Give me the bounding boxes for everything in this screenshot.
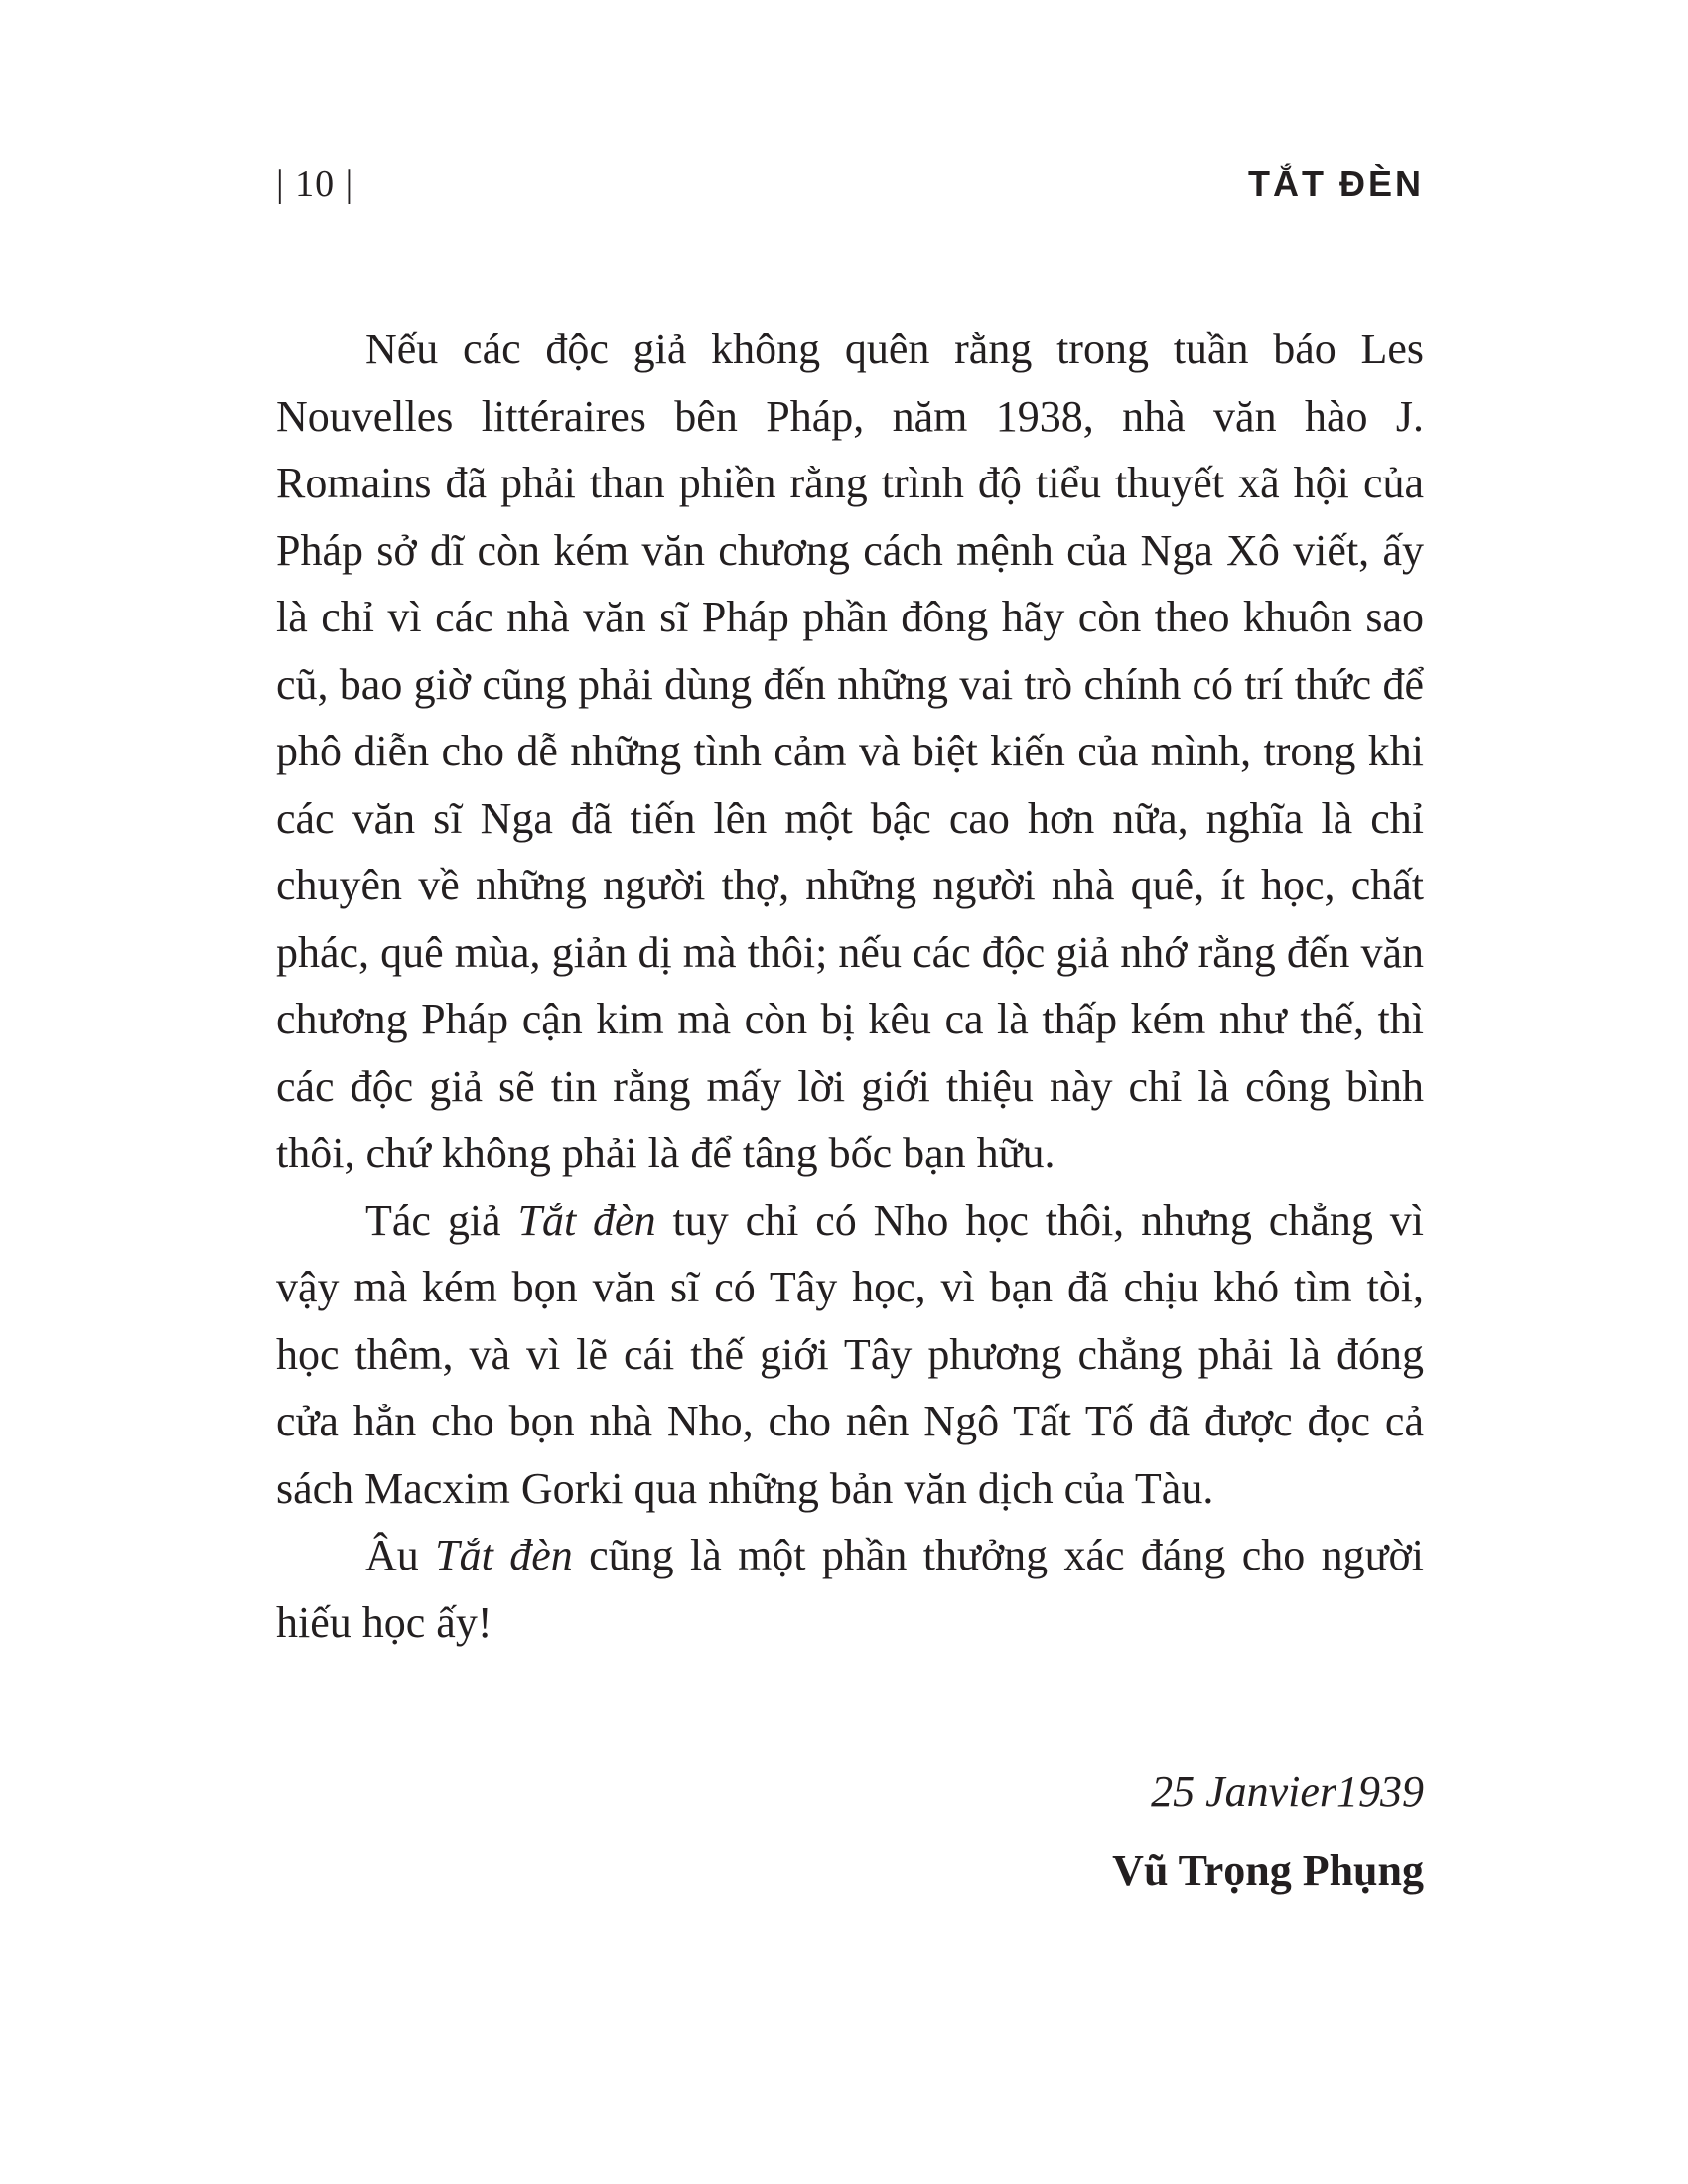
paragraph-2-text-end: tuy chỉ có Nho học thôi, nhưng chẳng vì vậy mà kém bọn văn sĩ có Tây học, vì bạn đã chịu khó tìm tòi, học thêm, và vì lẽ cái thế giới Tây phương chẳng phải là đóng cửa hẳn cho bọn nhà Nho, cho nên Ngô Tất Tố đã được đọc cả sách Macxim Gorki qua những bản văn dịch của Tàu.: [276, 1195, 1424, 1513]
body-text: [276, 316, 1424, 1656]
paragraph-2-text-start: Tác giả: [365, 1195, 518, 1245]
paragraph-2: [276, 1187, 1424, 1523]
paragraph-1: [276, 316, 1424, 1187]
book-title-italic: Tắt đèn: [517, 1195, 656, 1245]
paragraph-1-text: Nếu các độc giả không quên rằng trong tuần báo Les Nouvelles littéraires bên Pháp, năm 1938, nhà văn hào J. Romains đã phải than phiền rằng trình độ tiểu thuyết xã hội của Pháp sở dĩ còn kém văn chương cách mệnh của Nga Xô viết, ấy là chỉ vì các nhà văn sĩ Pháp phần đông hãy còn theo khuôn sao cũ, bao giờ cũng phải dùng đến những vai trò chính có trí thức để phô diễn cho dễ những tình cảm và biệt kiến của mình, trong khi các văn sĩ Nga đã tiến lên một bậc cao hơn nữa, nghĩa là chỉ chuyên về những người thợ, những người nhà quê, ít học, chất phác, quê mùa, giản dị mà thôi; nếu các độc giả nhớ rằng đến văn chương Pháp cận kim mà còn bị kêu ca là thấp kém như thế, thì các độc giả sẽ tin rằng mấy lời giới thiệu này chỉ là công bình thôi, chứ không phải là để tâng bốc bạn hữu.: [276, 325, 1424, 1177]
closing-block: [1112, 1752, 1424, 1911]
running-title: TẮT ĐÈN: [1248, 163, 1424, 204]
signature-author: Vũ Trọng Phụng: [1112, 1846, 1424, 1895]
page-header: [276, 154, 1424, 213]
signature-date: 25 Janvier1939: [1151, 1767, 1424, 1816]
page-number: | 10 |: [276, 163, 354, 205]
paragraph-3: [276, 1522, 1424, 1656]
paragraph-3-text-end: cũng là một phần thưởng xác đáng cho người hiếu học ấy!: [276, 1531, 1425, 1647]
book-title-italic: Tắt đèn: [435, 1531, 573, 1579]
paragraph-3-text-start: Âu: [365, 1531, 436, 1579]
